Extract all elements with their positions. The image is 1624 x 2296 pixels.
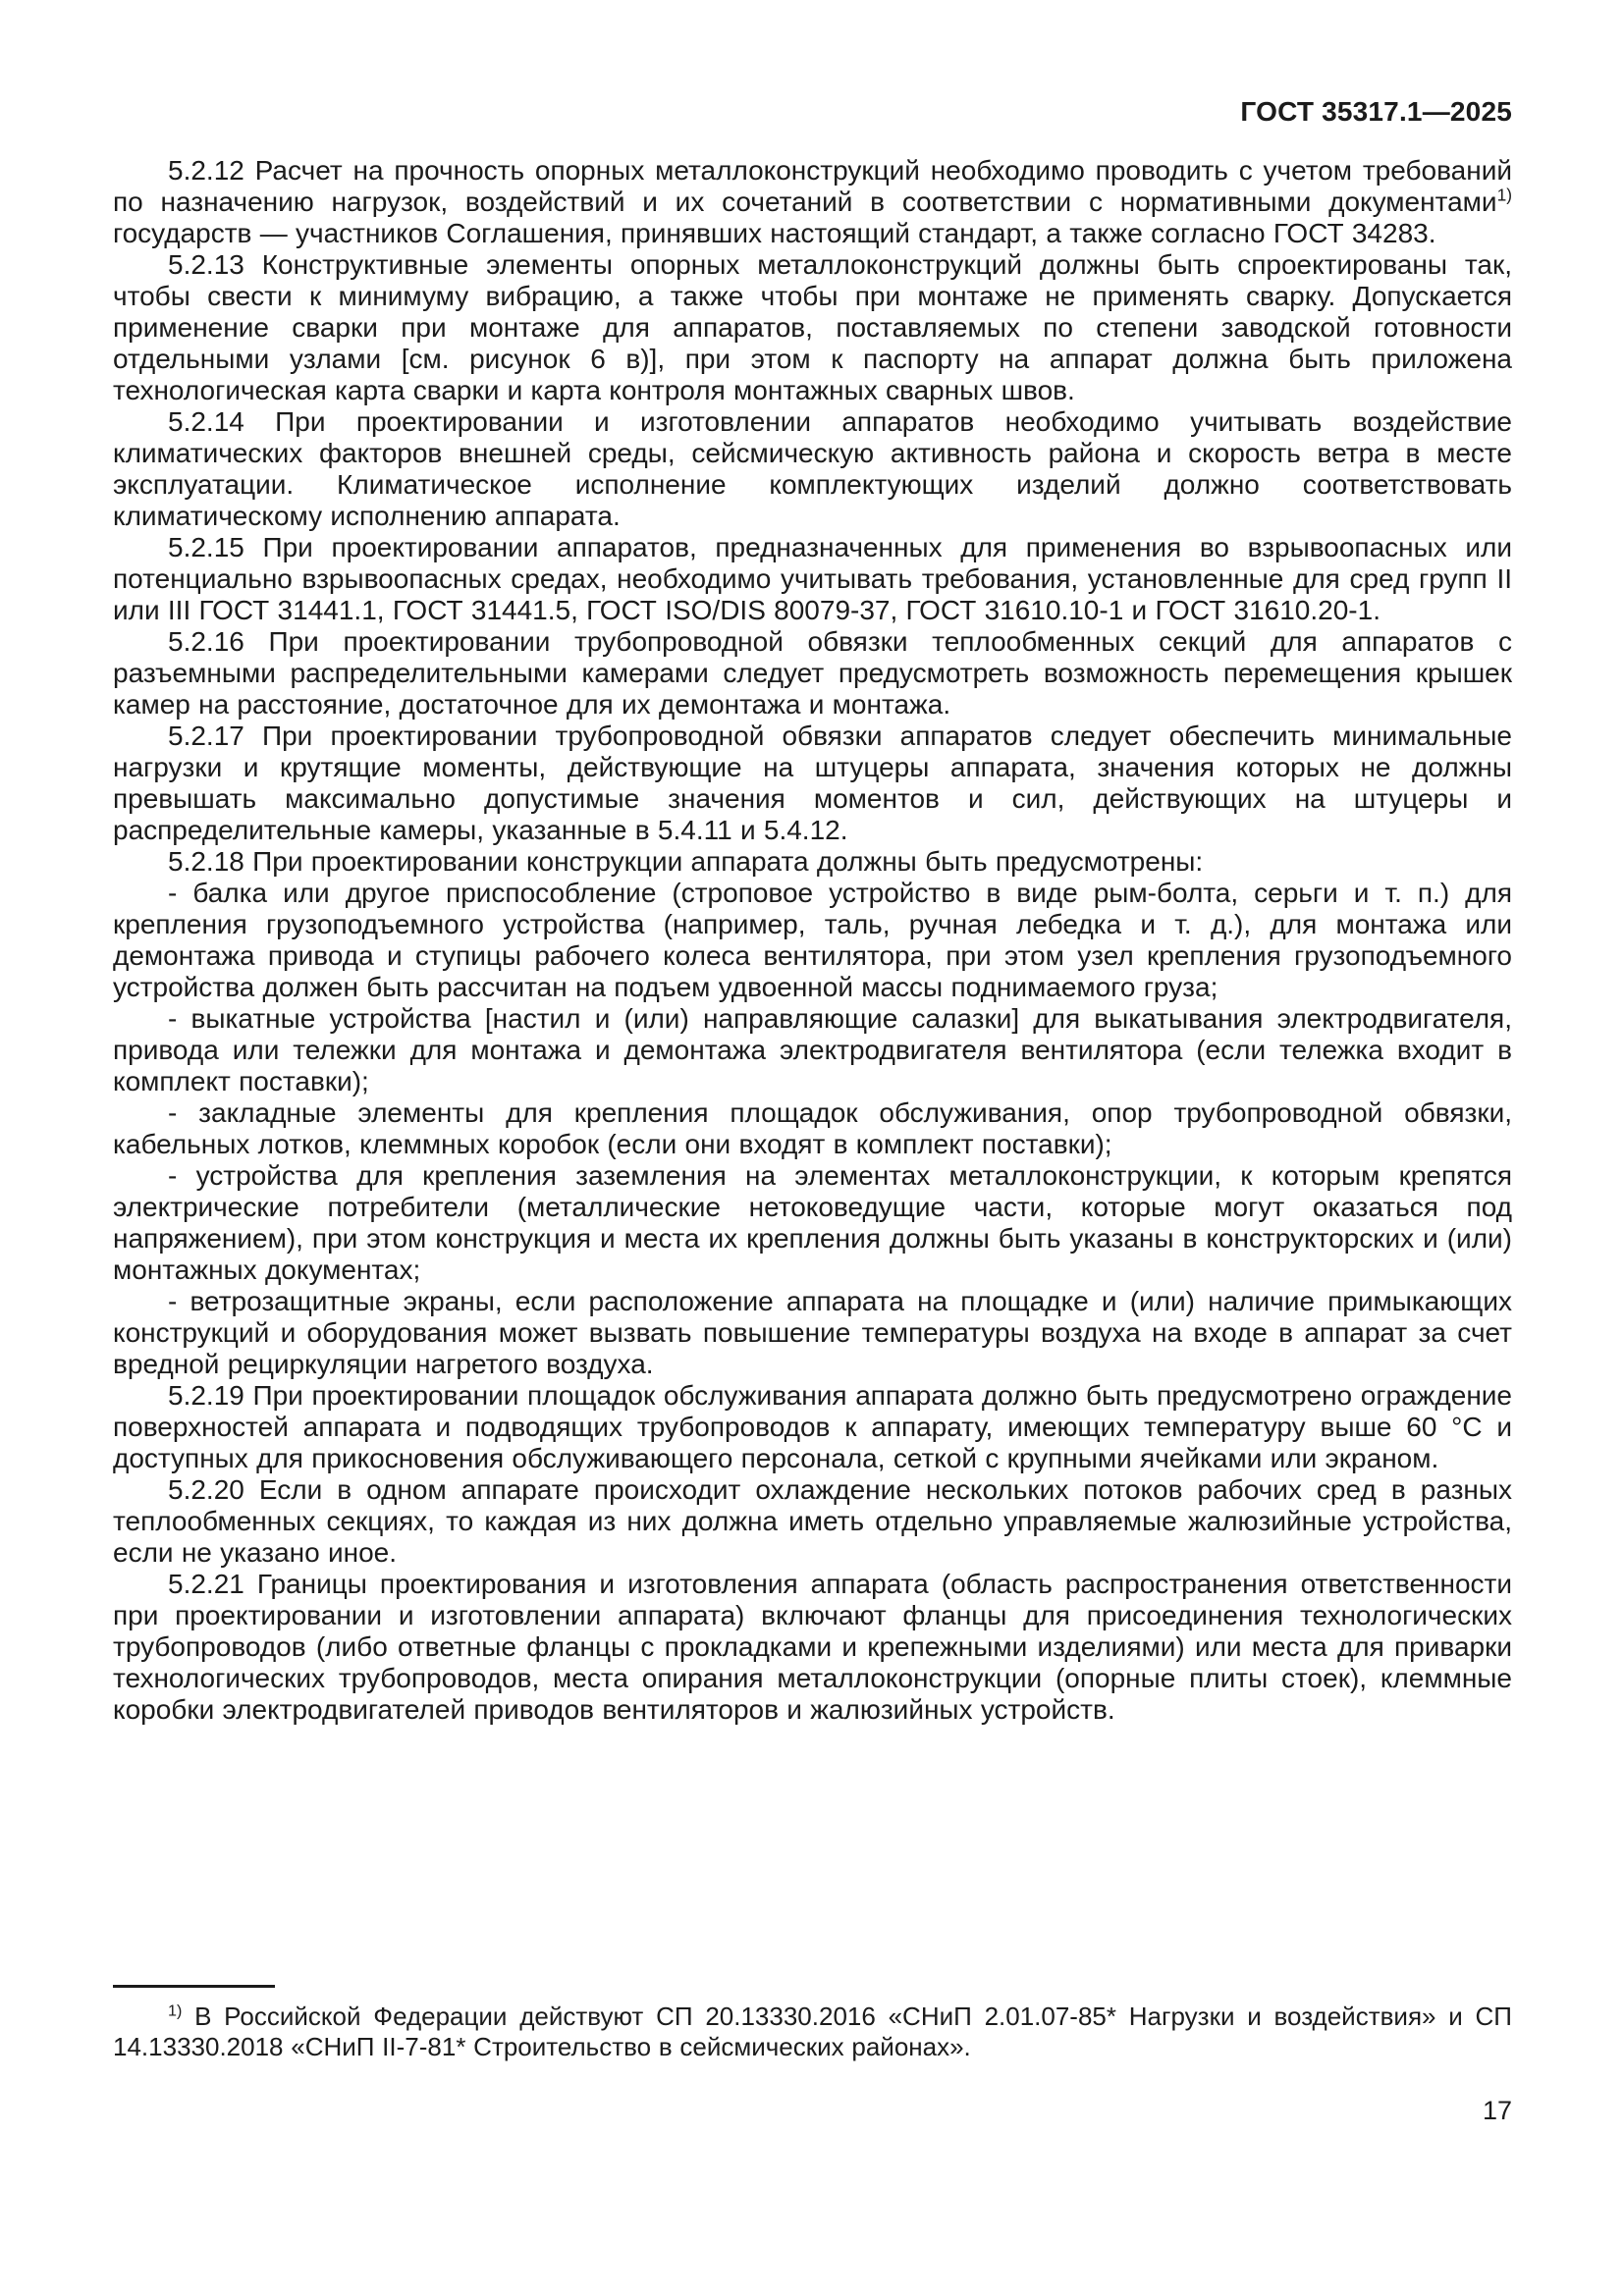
list-item-embedded-elements: - закладные элементы для крепления площадок обслуживания, опор трубопроводной обвязки, кабельных лотков, клеммных коробок (если они входят в комплект поставки); — [113, 1097, 1512, 1159]
footnote-area — [113, 1985, 1512, 2062]
list-item-grounding-devices: - устройства для крепления заземления на элементах металлоконструкции, к которым крепятся электрические потребители (металлические нетоковедущие части, которые могут оказаться под напряжением), при этом конструкция и места их крепления должны быть указаны в конструкторских и (или) монтажных документах; — [113, 1160, 1512, 1285]
paragraph-text: государств — участников Соглашения, принявших настоящий стандарт, а также согласно ГОСТ 34283. — [113, 218, 1436, 248]
paragraph-5-2-21: 5.2.21 Границы проектирования и изготовления аппарата (область распространения ответственности при проектировании и изготовлении аппарата) включают фланцы для присоединения технологических трубопроводов (либо ответные фланцы с прокладками и крепежными изделиями) или места для приварки технологических трубопроводов, места опирания металлоконструкции (опорные плиты стоек), клеммные коробки электродвигателей приводов вентиляторов и жалюзийных устройств. — [113, 1569, 1512, 1725]
paragraph-5-2-20: 5.2.20 Если в одном аппарате происходит охлаждение нескольких потоков рабочих сред в разных теплообменных секциях, то каждая из них должна иметь отдельно управляемые жалюзийные устройства, если не указано иное. — [113, 1474, 1512, 1568]
paragraph-5-2-18: 5.2.18 При проектировании конструкции аппарата должны быть предусмотрены: — [168, 846, 1204, 877]
list-item-wind-screens: - ветрозащитные экраны, если расположение аппарата на площадке и (или) наличие примыкающих конструкций и оборудования может вызвать повышение температуры воздуха на входе в аппарат за счет вредной рециркуляции нагретого воздуха. — [113, 1286, 1512, 1379]
paragraph-5-2-13: 5.2.13 Конструктивные элементы опорных металлоконструкций должны быть спроектированы так, чтобы свести к минимуму вибрацию, а также чтобы при монтаже не применять сварку. Допускается применение сварки при монтаже для аппаратов, поставляемых по степени заводской готовности отдельными узлами [см. рисунок 6 в)], при этом к паспорту на аппарат должна быть приложена технологическая карта сварки и карта контроля монтажных сварных швов. — [113, 249, 1512, 405]
list-item-rollout-devices: - выкатные устройства [настил и (или) направляющие салазки] для выкатывания электродвигателя, привода или тележки для монтажа и демонтажа электродвигателя вентилятора (если тележка входит в комплект поставки); — [113, 1003, 1512, 1096]
footnote — [113, 2002, 1512, 2062]
list-item-lifting-beam: - балка или другое приспособление (строповое устройство в виде рым-болта, серьги и т. п.) для крепления грузоподъемного устройства (например, таль, ручная лебедка и т. д.), для монтажа или демонтажа привода и ступицы рабочего колеса вентилятора, при этом узел крепления грузоподъемного устройства должен быть рассчитан на подъем удвоенной массы поднимаемого груза; — [113, 878, 1512, 1002]
paragraph-5-2-12 — [113, 155, 1512, 249]
paragraph-5-2-16: 5.2.16 При проектировании трубопроводной обвязки теплообменных секций для аппаратов с разъемными распределительными камерами следует предусмотреть возможность перемещения крышек камер на расстояние, достаточное для их демонтажа и монтажа. — [113, 626, 1512, 720]
footnote-separator — [113, 1985, 275, 1988]
document-body — [113, 155, 1512, 1726]
paragraph-5-2-14: 5.2.14 При проектировании и изготовлении аппаратов необходимо учитывать воздействие климатических факторов внешней среды, сейсмическую активность района и скорость ветра в месте эксплуатации. Климатическое исполнение комплектующих изделий должно соответствовать климатическому исполнению аппарата. — [113, 406, 1512, 531]
paragraph-5-2-17: 5.2.17 При проектировании трубопроводной обвязки аппаратов следует обеспечить минимальные нагрузки и крутящие моменты, действующие на штуцеры аппарата, значения которых не должны превышать максимально допустимые значения моментов и сил, действующих на штуцеры и распределительные камеры, указанные в 5.4.11 и 5.4.12. — [113, 721, 1512, 845]
paragraph-5-2-19: 5.2.19 При проектировании площадок обслуживания аппарата должно быть предусмотрено ограждение поверхностей аппарата и подводящих трубопроводов к аппарату, имеющих температуру выше 60 °С и доступных для прикосновения обслуживающего персонала, сеткой с крупными ячейками или экраном. — [113, 1380, 1512, 1473]
document-header — [113, 96, 1512, 128]
footnote-marker: 1) — [168, 2002, 183, 2020]
standard-number: ГОСТ 35317.1—2025 — [1240, 96, 1512, 127]
paragraph-5-2-15: 5.2.15 При проектировании аппаратов, предназначенных для применения во взрывоопасных или потенциально взрывоопасных средах, необходимо учитывать требования, установленные для сред групп II или III ГОСТ 31441.1, ГОСТ 31441.5, ГОСТ ISO/DIS 80079-37, ГОСТ 31610.10-1 и ГОСТ 31610.20-1. — [113, 532, 1512, 625]
paragraph-text: 5.2.12 Расчет на прочность опорных металлоконструкций необходимо проводить с учетом требований по назначению нагрузок, воздействий и их сочетаний в соответствии с нормативными документами — [113, 155, 1512, 217]
footnote-reference: 1) — [1496, 185, 1512, 205]
footnote-text: В Российской Федерации действуют СП 20.13330.2016 «СНиП 2.01.07-85* Нагрузки и воздействия» и СП 14.13330.2018 «СНиП II-7-81* Строительство в сейсмических районах». — [113, 2002, 1512, 2061]
page-number: 17 — [1482, 2096, 1512, 2125]
